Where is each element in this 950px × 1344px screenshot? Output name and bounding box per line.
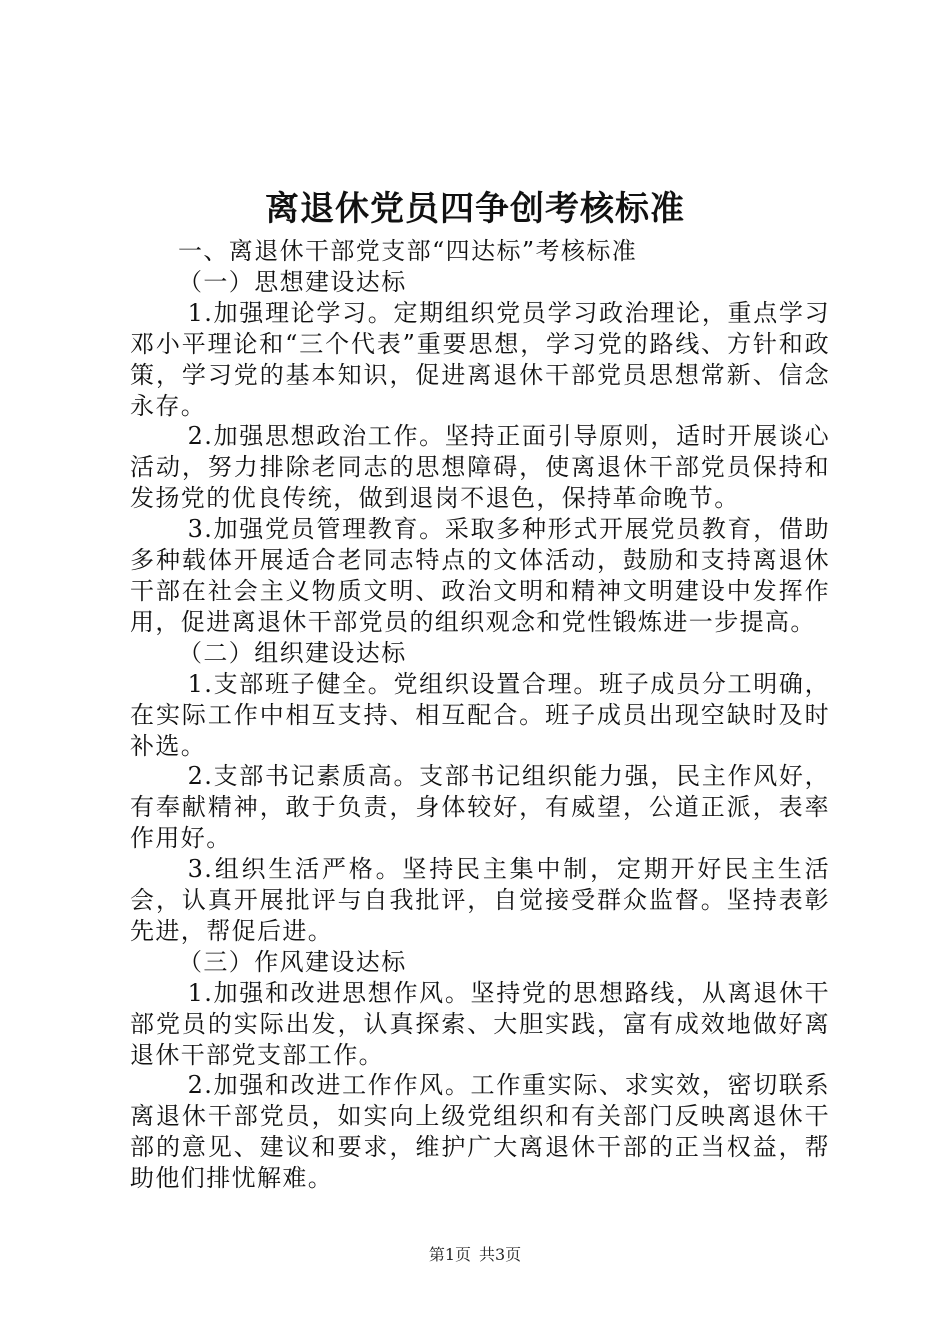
page-footer: [0, 1244, 950, 1266]
body-paragraph: 2.支部书记素质高。支部书记组织能力强，民主作风好，有奉献精神，敢于负责，身体较好，有威望，公道正派，表率作用好。: [130, 762, 830, 853]
subsection-heading: （一）思想建设达标: [178, 267, 407, 296]
document-body: [130, 236, 830, 1194]
body-paragraph: 3.加强党员管理教育。采取多种形式开展党员教育，借助多种载体开展适合老同志特点的文体活动，鼓励和支持离退休干部在社会主义物质文明、政治文明和精神文明建设中发挥作用，促进离退休干部党员的组织观念和党性锻炼进一步提高。: [130, 515, 830, 636]
body-paragraph: 3.组织生活严格。坚持民主集中制，定期开好民主生活会，认真开展批评与自我批评，自觉接受群众监督。坚持表彰先进，帮促后进。: [130, 855, 830, 945]
subsection-heading: （三）作风建设达标: [178, 947, 407, 976]
body-paragraph: 1.加强理论学习。定期组织党员学习政治理论，重点学习邓小平理论和“三个代表”重要思想，学习党的路线、方针和政策，学习党的基本知识，促进离退休干部党员思想常新、信念永存。: [130, 298, 830, 420]
section-heading: 一、离退休干部党支部“四达标”考核标准: [178, 237, 638, 265]
document-title: 离退休党员四争创考核标准: [265, 189, 685, 229]
page-number: 第1页: [428, 1245, 471, 1264]
subsection-heading: （二）组织建设达标: [178, 638, 407, 667]
body-paragraph: 1.加强和改进思想作风。坚持党的思想路线，从离退休干部党员的实际出发，认真探索、大胆实践，富有成效地做好离退休干部党支部工作。: [130, 978, 830, 1069]
body-paragraph: 2.加强思想政治工作。坚持正面引导原则，适时开展谈心活动，努力排除老同志的思想障碍，使离退休干部党员保持和发扬党的优良传统，做到退岗不退色，保持革命晚节。: [130, 422, 830, 513]
page-total: 共3页: [479, 1245, 522, 1264]
body-paragraph: 2.加强和改进工作作风。工作重实际、求实效，密切联系离退休干部党员，如实向上级党组织和有关部门反映离退休干部的意见、建议和要求，维护广大离退休干部的正当权益，帮助他们排忧解难。: [130, 1071, 830, 1193]
body-paragraph: 1.支部班子健全。党组织设置合理。班子成员分工明确，在实际工作中相互支持、相互配合。班子成员出现空缺时及时补选。: [130, 669, 830, 760]
